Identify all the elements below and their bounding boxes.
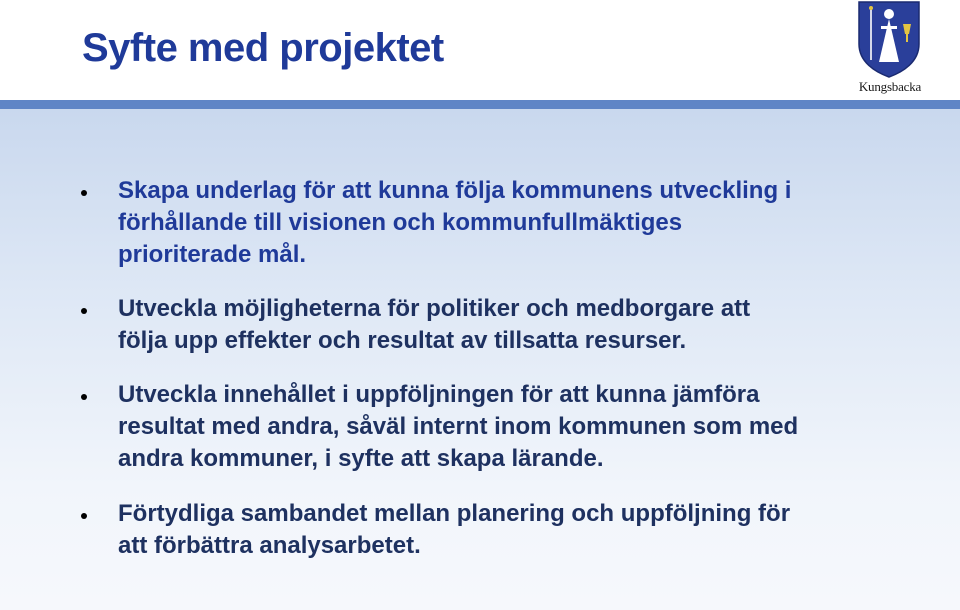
header-divider [0,100,960,109]
bullet-text [118,379,898,475]
bullet-text [118,498,898,562]
bullet-line: Förtydliga sambandet mellan planering och uppföljning för [118,500,791,527]
bullet-line: Utveckla möjligheterna för politiker och medborgare att [118,295,751,322]
slide-body [0,109,960,610]
logo-text: Kungsbacka [858,79,922,94]
bullet-line: prioriterade mål. [118,241,307,268]
bullet-line: att förbättra analysarbetet. [118,532,421,559]
bullet-line: Utveckla innehållet i uppföljningen för att kunna jämföra [118,381,760,408]
coat-of-arms-icon [857,0,921,78]
bullet-icon [81,513,87,519]
bullet-icon [81,394,87,400]
bullet-icon [81,308,87,314]
bullet-line: andra kommuner, i syfte att skapa lärande. [118,445,604,472]
slide-title: Syfte med projektet [82,26,444,70]
bullet-text [118,293,898,357]
bullet-line: Skapa underlag för att kunna följa kommunens utveckling i [118,177,792,204]
bullet-line: förhållande till visionen och kommunfullmäktiges [118,209,683,236]
bullet-icon [81,190,87,196]
bullet-line: resultat med andra, såväl internt inom kommunen som med [118,413,799,440]
kungsbacka-logo [848,0,932,100]
bullet-line: följa upp effekter och resultat av tillsatta resurser. [118,327,687,354]
bullet-text [118,175,898,271]
